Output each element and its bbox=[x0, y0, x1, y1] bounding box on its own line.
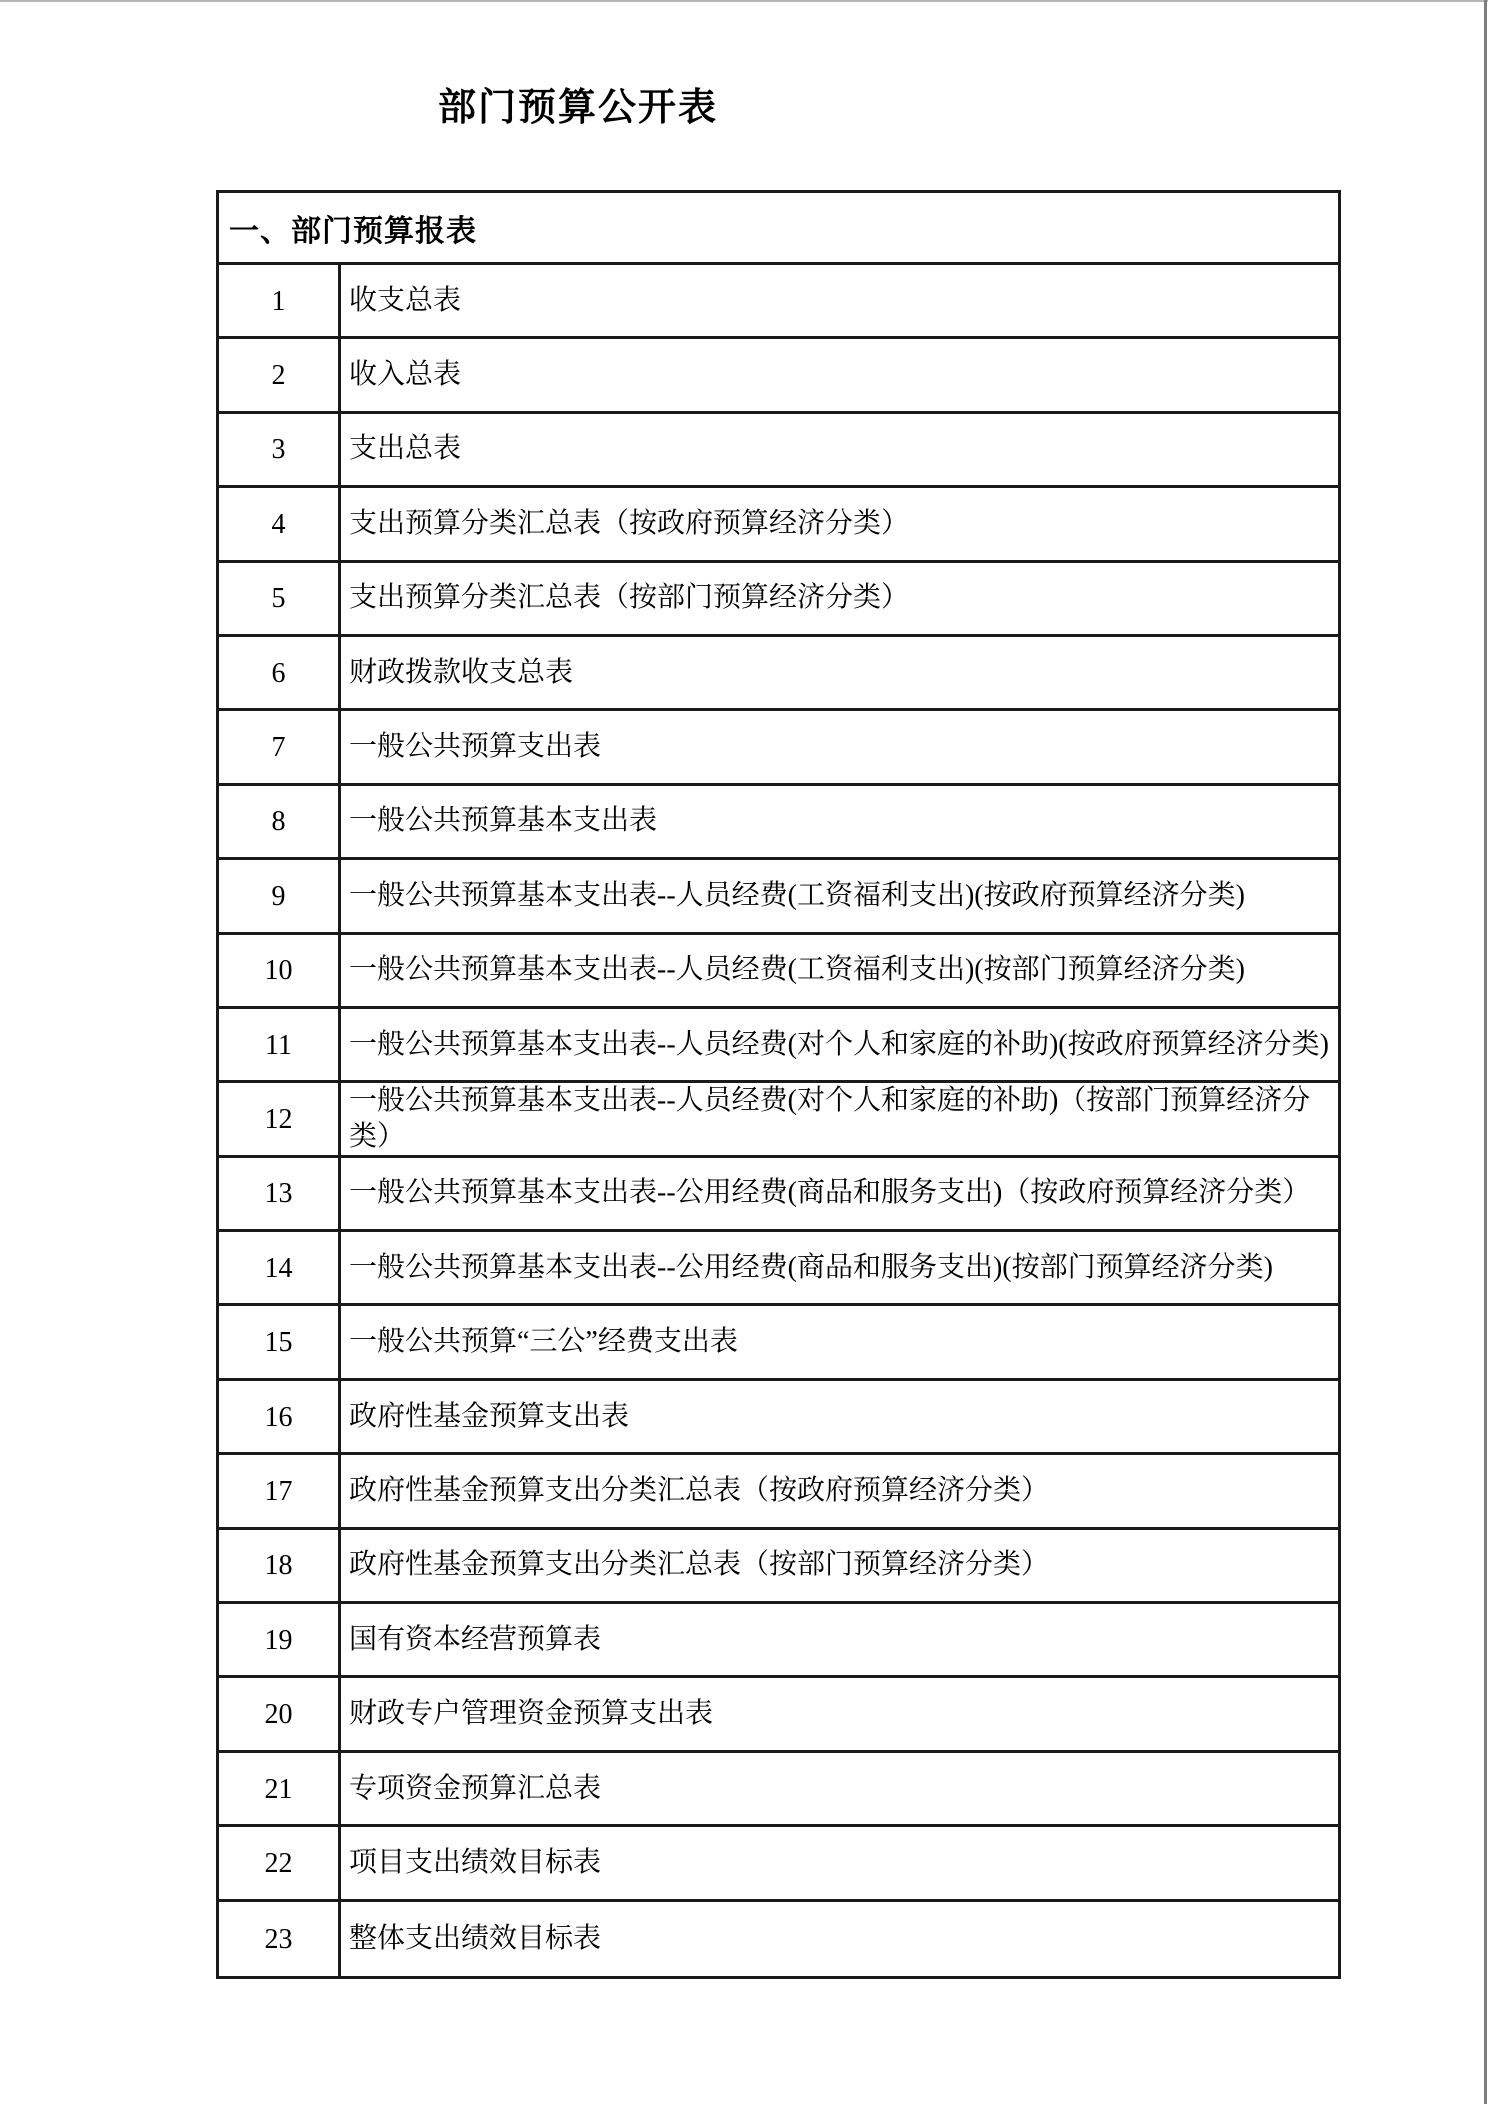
row-number-cell: 14 bbox=[219, 1232, 341, 1306]
row-label-cell: 一般公共预算支出表 bbox=[341, 711, 1338, 785]
row-label-cell: 一般公共预算“三公”经费支出表 bbox=[341, 1306, 1338, 1380]
row-number-cell: 8 bbox=[219, 786, 341, 860]
row-number-cell: 3 bbox=[219, 414, 341, 488]
row-label-cell: 一般公共预算基本支出表--公用经费(商品和服务支出)(按部门预算经济分类) bbox=[341, 1232, 1338, 1306]
row-number-cell: 10 bbox=[219, 935, 341, 1009]
row-number-cell: 17 bbox=[219, 1455, 341, 1529]
row-label-cell: 一般公共预算基本支出表--人员经费(工资福利支出)(按政府预算经济分类) bbox=[341, 860, 1338, 934]
row-label-cell: 整体支出绩效目标表 bbox=[349, 1922, 602, 1954]
row-number-cell: 18 bbox=[219, 1530, 341, 1604]
row-number-cell: 6 bbox=[219, 637, 341, 711]
row-label-cell: 支出预算分类汇总表（按政府预算经济分类） bbox=[341, 488, 1338, 562]
table-section-header: 一、部门预算报表 bbox=[219, 193, 1338, 265]
row-number-cell: 20 bbox=[219, 1678, 341, 1752]
row-label-cell: 一般公共预算基本支出表 bbox=[341, 786, 1338, 860]
row-number-cell: 1 bbox=[219, 265, 341, 339]
row-number-cell: 13 bbox=[219, 1158, 341, 1232]
row-label-cell: 一般公共预算基本支出表--人员经费(工资福利支出)(按部门预算经济分类) bbox=[341, 935, 1338, 1009]
row-number-cell: 2 bbox=[219, 339, 341, 413]
scan-edge-right-line bbox=[1484, 0, 1487, 2104]
row-label-cell: 财政专户管理资金预算支出表 bbox=[341, 1678, 1338, 1752]
row-label-cell: 项目支出绩效目标表 bbox=[341, 1827, 1338, 1901]
row-label-cell: 一般公共预算基本支出表--公用经费(商品和服务支出)（按政府预算经济分类） bbox=[341, 1158, 1338, 1232]
row-number-cell: 9 bbox=[219, 860, 341, 934]
row-label-cell: 收入总表 bbox=[341, 339, 1338, 413]
row-label-cell: 政府性基金预算支出表 bbox=[341, 1381, 1338, 1455]
row-number-cell: 12 bbox=[219, 1083, 341, 1157]
row-number-cell: 23 bbox=[219, 1902, 341, 1976]
row-number-cell: 19 bbox=[219, 1604, 341, 1678]
scan-edge-top-line bbox=[0, 0, 1488, 2]
row-number-cell: 11 bbox=[219, 1009, 341, 1083]
row-number-cell: 5 bbox=[219, 563, 341, 637]
row-number-cell: 4 bbox=[219, 488, 341, 562]
row-label-cell: 政府性基金预算支出分类汇总表（按政府预算经济分类） bbox=[341, 1455, 1338, 1529]
row-number-cell: 15 bbox=[219, 1306, 341, 1380]
row-label-cell: 政府性基金预算支出分类汇总表（按部门预算经济分类） bbox=[341, 1530, 1338, 1604]
row-label-cell: 专项资金预算汇总表 bbox=[341, 1753, 1338, 1827]
row-label-cell: 支出预算分类汇总表（按部门预算经济分类） bbox=[341, 563, 1338, 637]
row-number-cell: 21 bbox=[219, 1753, 341, 1827]
row-number-cell: 22 bbox=[219, 1827, 341, 1901]
row-label-cell: 一般公共预算基本支出表--人员经费(对个人和家庭的补助)（按部门预算经济分类） bbox=[341, 1083, 1338, 1157]
row-label-cell: 一般公共预算基本支出表--人员经费(对个人和家庭的补助)(按政府预算经济分类) bbox=[341, 1009, 1338, 1083]
row-number-cell: 7 bbox=[219, 711, 341, 785]
row-number-cell: 16 bbox=[219, 1381, 341, 1455]
page-title: 部门预算公开表 bbox=[437, 87, 718, 129]
row-label-cell: 收支总表 bbox=[341, 265, 1338, 339]
row-label-cell: 国有资本经营预算表 bbox=[341, 1604, 1338, 1678]
row-label-cell: 财政拨款收支总表 bbox=[341, 637, 1338, 711]
budget-table bbox=[216, 190, 1341, 1979]
row-label-cell: 支出总表 bbox=[341, 414, 1338, 488]
